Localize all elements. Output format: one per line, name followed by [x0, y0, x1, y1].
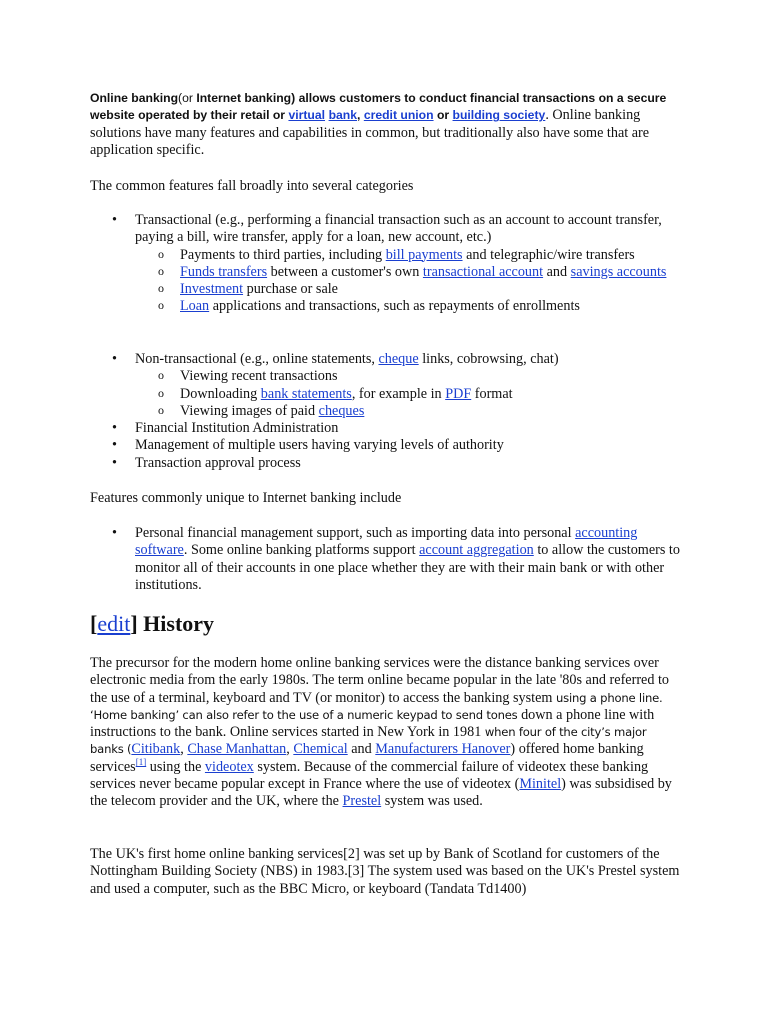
list-item-text: Non-transactional (e.g., online statements,	[135, 351, 379, 367]
link-minitel[interactable]: Minitel	[519, 776, 562, 793]
edit-link[interactable]: edit	[97, 611, 131, 636]
list-item-text: format	[471, 385, 513, 402]
bullet-icon: •	[112, 454, 117, 471]
bullet-icon: •	[112, 420, 117, 437]
list-item-text: Downloading	[180, 385, 261, 402]
list-item-text: to allow the customers to monitor all of their accounts in one place whether they are with their main bank or with other institutions.	[135, 542, 680, 593]
list-item-text: purchase or sale	[243, 281, 338, 298]
section-heading-history: [edit] History	[90, 611, 215, 636]
list-item	[90, 525, 680, 594]
link-prestel[interactable]: Prestel	[342, 793, 382, 810]
intro-text: or	[433, 108, 453, 123]
link-pdf[interactable]: PDF	[445, 385, 472, 402]
list-item-text: Viewing images of paid	[180, 402, 319, 419]
bullet-icon: •	[112, 351, 117, 367]
bullet-icon: •	[112, 525, 117, 541]
list-item-text: and	[543, 263, 571, 280]
bullet-icon: •	[112, 212, 117, 228]
link-videotex[interactable]: videotex	[204, 758, 254, 775]
link-accounting-software[interactable]: accounting software	[135, 525, 638, 559]
list-item	[135, 264, 680, 281]
circle-bullet-icon: o	[158, 402, 164, 417]
feature-list	[90, 212, 680, 316]
list-item	[135, 368, 680, 385]
link-chase-manhattan[interactable]: Chase Manhattan	[187, 741, 287, 758]
link-account-aggregation[interactable]: account aggregation	[419, 542, 534, 559]
non-transactional-sublist	[135, 368, 680, 420]
history-paragraph: The UK's first home online banking services[2] was set up by Bank of Scotland for customers of the Nottingham Building Society (NBS) in 1983.[3] The system used was based on the UK's Prestel system and used a computer, such as the BBC Micro, or keyboard (Tandata Td1400)	[90, 846, 680, 897]
circle-bullet-icon: o	[158, 263, 164, 278]
list-item-text: Viewing recent transactions	[180, 368, 338, 385]
list-item	[90, 455, 680, 472]
link-building-society[interactable]: building society	[452, 108, 546, 123]
list-item-text: applications and transactions, such as repayments of enrollments	[209, 298, 580, 315]
list-item-text: between a customer's own	[267, 263, 423, 280]
intro-paragraph: Online banking(or Internet banking) allows customers to conduct financial transactions on a secure website operated by their retail or virtual bank, credit union or building society. Online banking solutions have many features and capabilities in common, but traditionally also have some that are application specific.	[90, 91, 667, 158]
link-virtual[interactable]: virtual	[288, 108, 326, 123]
transactional-text: Transactional (e.g., performing a financial transaction such as an account to account transfer, paying a bill, wire transfer, apply for a loan, new account, etc.)	[135, 212, 662, 246]
link-transactional-account[interactable]: transactional account	[422, 263, 544, 280]
circle-bullet-icon: o	[158, 368, 164, 383]
list-item	[135, 281, 680, 298]
term-internet-banking: Internet banking	[196, 91, 292, 105]
intro-text: . Online banking solutions have many features and capabilities in common, but traditionally also have some that are application specific.	[90, 107, 650, 158]
link-funds-transfers[interactable]: Funds transfers	[180, 263, 268, 280]
feature-list	[90, 351, 680, 472]
list-item-text: Personal financial management support, such as importing data into personal	[135, 525, 576, 541]
circle-bullet-icon: o	[158, 246, 164, 261]
link-savings-accounts[interactable]: savings accounts	[570, 263, 667, 280]
bullet-icon: •	[112, 437, 117, 454]
link-bill-payments[interactable]: bill payments	[385, 246, 463, 263]
link-chemical[interactable]: Chemical	[293, 741, 348, 758]
link-credit-union[interactable]: credit union	[363, 108, 434, 123]
list-item-text: , for example in	[351, 385, 446, 402]
circle-bullet-icon: o	[158, 385, 164, 400]
list-item-text: Transaction approval process	[135, 454, 301, 471]
list-item-text: . Some online banking platforms support	[183, 542, 420, 559]
list-item	[135, 386, 680, 403]
link-cheques[interactable]: cheques	[318, 402, 365, 419]
list-item	[90, 351, 680, 420]
link-manufacturers-hanover[interactable]: Manufacturers Hanover	[375, 741, 511, 758]
link-citibank[interactable]: Citibank	[131, 741, 181, 758]
list-item-text: links, cobrowsing, chat)	[418, 351, 559, 367]
link-cheque[interactable]: cheque	[378, 351, 419, 367]
section-title: History	[137, 611, 215, 636]
list-item	[135, 403, 680, 420]
list-item	[135, 247, 680, 264]
list-item	[90, 420, 680, 437]
link-investment[interactable]: Investment	[180, 281, 244, 298]
reference-link[interactable]: [1]	[135, 756, 147, 767]
unique-features-intro: Features commonly unique to Internet banking include	[90, 490, 402, 506]
intro-text: ) allows customers to conduct financial transactions on a secure website operated by their retail or	[90, 91, 667, 123]
list-item-text: Financial Institution Administration	[135, 420, 339, 437]
circle-bullet-icon: o	[158, 298, 164, 313]
list-item	[90, 437, 680, 454]
intro-text: (or	[178, 91, 197, 105]
link-bank-statements[interactable]: bank statements	[260, 385, 352, 402]
list-item-text: and telegraphic/wire transfers	[462, 246, 635, 263]
transactional-sublist	[135, 247, 680, 316]
history-paragraph: The precursor for the modern home online banking services were the distance banking services over electronic media from the early 1980s. The term online became popular in the late '80s and referred to the use of a terminal, keyboard and TV (or monitor) to access the banking system using a phone line. ‘Home banking’ can also refer to the use of a numeric keypad to send tones down a phone line with instructions to the bank. Online services started in New York in 1981 when four of the city’s major banks (Citibank, Chase Manhattan, Chemical and Manufacturers Hanover) offered home banking services[1] using the videotex system. Because of the commercial failure of videotex these banking services never became popular except in France where the use of videotex (Minitel) was subsidised by the telecom provider and the UK, where the Prestel system was used.	[90, 655, 672, 810]
list-item-text: Payments to third parties, including	[180, 246, 386, 263]
link-loan[interactable]: Loan	[180, 298, 210, 315]
list-item	[135, 298, 680, 315]
circle-bullet-icon: o	[158, 281, 164, 296]
term-online-banking: Online banking	[90, 91, 179, 105]
link-bank[interactable]: bank	[328, 108, 358, 123]
unique-feature-list	[90, 525, 680, 594]
common-features-intro: The common features fall broadly into several categories	[90, 178, 414, 194]
list-item	[90, 212, 680, 316]
list-item-text: Management of multiple users having varying levels of authority	[135, 437, 504, 454]
